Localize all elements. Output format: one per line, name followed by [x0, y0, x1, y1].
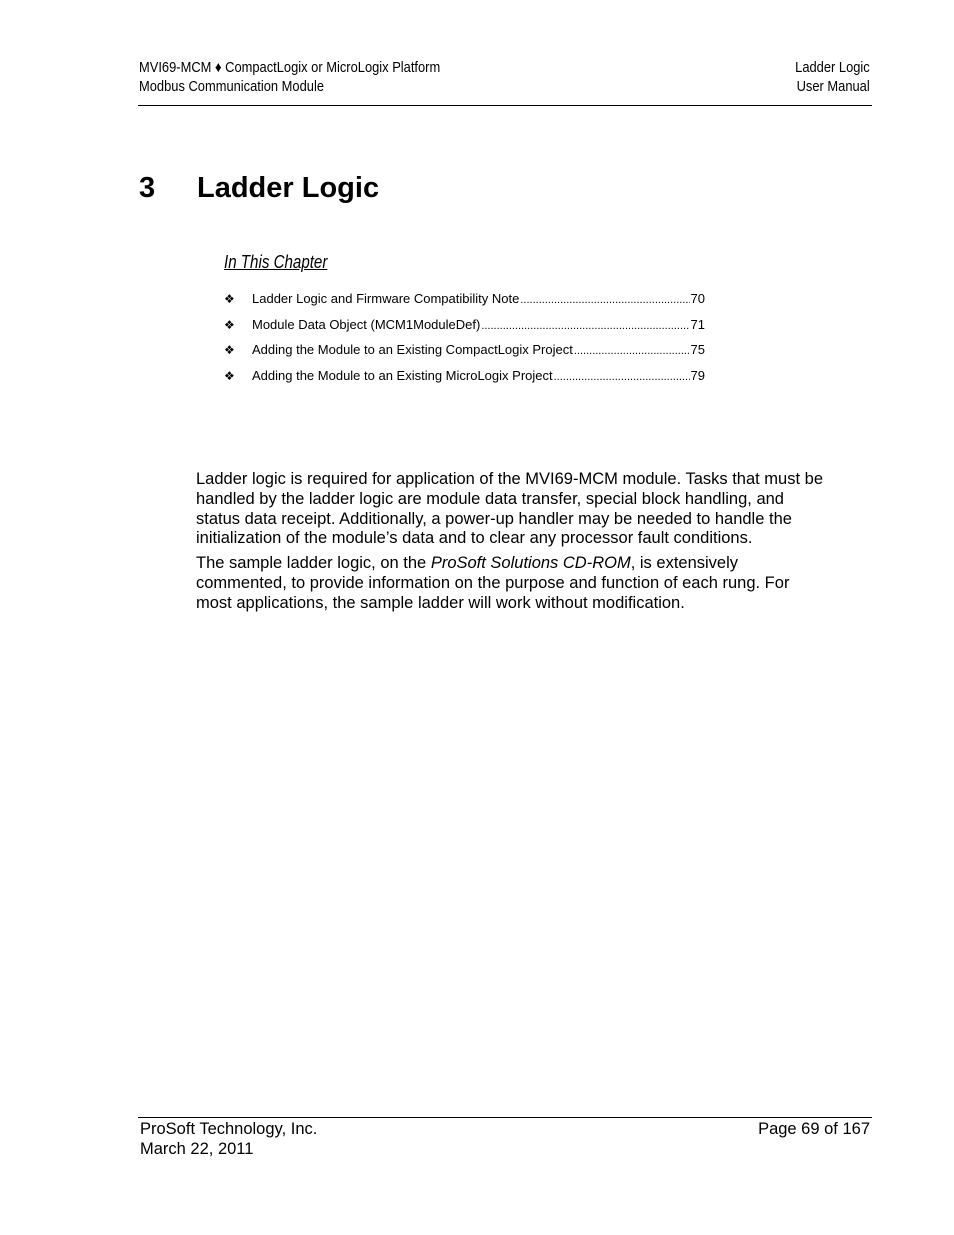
toc-item-page[interactable]: 71	[690, 316, 705, 332]
chapter-toc	[224, 290, 705, 392]
footer-right	[758, 1120, 870, 1140]
footer-page-number: Page 69 of 167	[758, 1120, 870, 1138]
header-doc-type: User Manual	[796, 78, 870, 95]
header-divider	[138, 105, 872, 106]
header-product-line: MVI69-MCM ♦ CompactLogix or MicroLogix Platform	[139, 59, 441, 76]
toc-item[interactable]	[224, 341, 705, 367]
toc-item-label[interactable]: Ladder Logic and Firmware Compatibility Note	[252, 291, 520, 306]
footer-date: March 22, 2011	[140, 1139, 254, 1158]
footer-divider	[138, 1117, 872, 1118]
diamond-bullet-icon: ❖	[224, 368, 235, 383]
header-section: Ladder Logic	[795, 59, 870, 76]
body-paragraph-1: Ladder logic is required for application of the MVI69-MCM module. Tasks that must be handled by the ladder logic are module data transfer, special block handling, and status data receipt. Additionally, a power-up handler may be needed to handle the initialization of the module’s data and to clear any processor fault conditions.	[196, 470, 823, 548]
toc-item-page[interactable]: 79	[690, 367, 705, 383]
toc-leader	[520, 291, 689, 309]
diamond-bullet-icon: ❖	[224, 317, 235, 332]
toc-item-page[interactable]: 70	[690, 291, 705, 306]
diamond-bullet-icon: ❖	[224, 292, 235, 306]
chapter-number: 3	[139, 172, 156, 204]
chapter-title	[139, 170, 379, 206]
toc-item[interactable]	[224, 367, 705, 393]
diamond-bullet-icon: ❖	[224, 343, 235, 357]
body-paragraph-2	[196, 554, 826, 613]
cd-rom-title: ProSoft Solutions CD-ROM	[430, 554, 631, 573]
toc-leader	[554, 368, 690, 386]
toc-item-label[interactable]: Adding the Module to an Existing CompactLogix Project	[252, 342, 573, 357]
toc-item-page[interactable]: 75	[690, 342, 705, 357]
footer-left	[140, 1120, 317, 1159]
toc-leader	[574, 342, 690, 360]
toc-item-label[interactable]: Module Data Object (MCM1ModuleDef)	[252, 316, 481, 332]
running-header-left	[139, 58, 440, 96]
paragraph-2-lead: The sample ladder logic, on the	[196, 554, 431, 573]
header-module-name: Modbus Communication Module	[139, 78, 324, 95]
toc-leader	[481, 317, 689, 335]
running-header-right	[795, 58, 870, 96]
chapter-title-text: Ladder Logic	[197, 172, 380, 204]
toc-item-label[interactable]: Adding the Module to an Existing MicroLogix Project	[252, 367, 553, 383]
toc-item[interactable]	[224, 290, 705, 316]
toc-item[interactable]	[224, 316, 705, 342]
chapter-body	[196, 470, 826, 619]
toc-heading: In This Chapter	[224, 252, 328, 272]
paragraph-2-rest: , is extensively commented, to provide information on the purpose and function of each rung. For most applications, the sample ladder will work without modification.	[196, 554, 790, 612]
footer-company: ProSoft Technology, Inc.	[140, 1120, 318, 1138]
